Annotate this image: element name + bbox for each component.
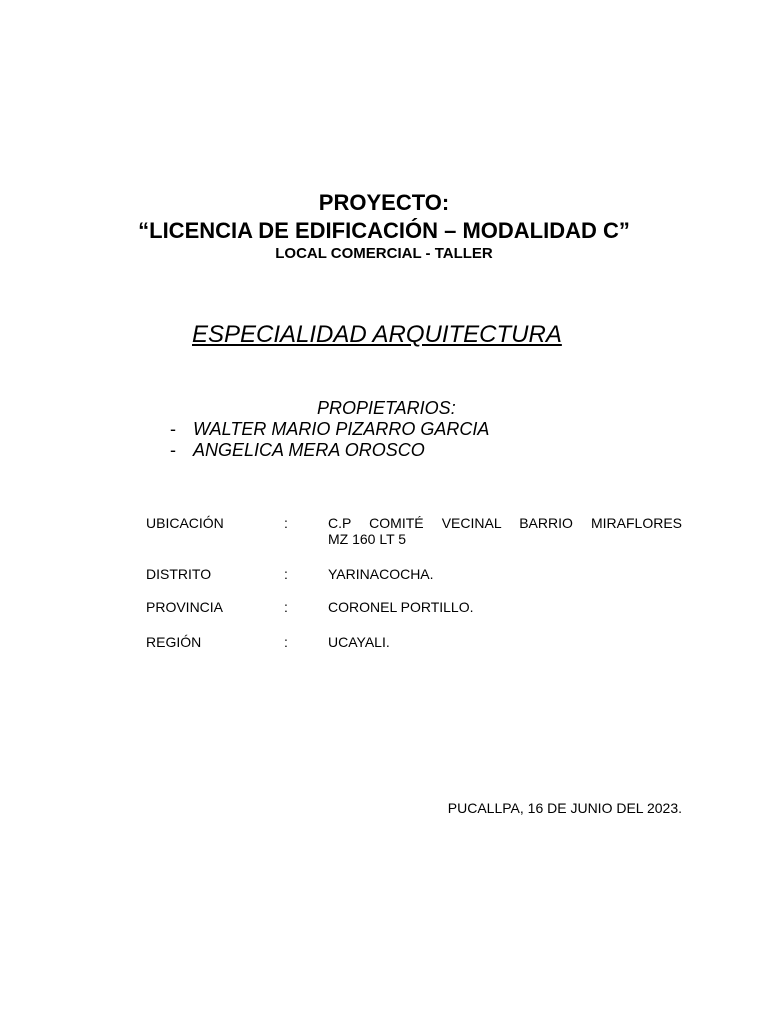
detail-row-region: [146, 634, 682, 650]
detail-value: UCAYALI.: [328, 634, 390, 650]
detail-label: PROVINCIA: [146, 599, 224, 615]
owner-list-item: [170, 439, 425, 461]
detail-separator: :: [284, 599, 288, 615]
bullet-dash: -: [170, 419, 176, 439]
detail-value: YARINACOCHA.: [328, 566, 434, 582]
detail-value-line: C.P COMITÉ VECINAL BARRIO MIRAFLORES: [328, 515, 682, 531]
detail-label: REGIÓN: [146, 634, 202, 650]
detail-row-location: [146, 515, 682, 549]
bullet-dash: -: [170, 440, 176, 460]
detail-row-province: [146, 599, 682, 615]
detail-separator: :: [284, 634, 288, 650]
detail-label: UBICACIÓN: [146, 515, 224, 531]
detail-value: CORONEL PORTILLO.: [328, 599, 474, 615]
detail-separator: :: [284, 515, 288, 531]
detail-value: [328, 515, 682, 547]
detail-value-line: MZ 160 LT 5: [328, 531, 407, 547]
project-title: “LICENCIA DE EDIFICACIÓN – MODALIDAD C”: [138, 218, 630, 243]
owner-name: WALTER MARIO PIZARRO GARCIA: [193, 419, 490, 439]
specialty-title: ESPECIALIDAD ARQUITECTURA: [192, 321, 562, 348]
detail-row-district: [146, 566, 682, 582]
place-date: PUCALLPA, 16 DE JUNIO DEL 2023.: [447, 800, 682, 816]
project-heading: PROYECTO:: [318, 190, 450, 215]
owner-name: ANGELICA MERA OROSCO: [193, 440, 425, 460]
project-subtitle: LOCAL COMERCIAL - TALLER: [275, 245, 493, 262]
detail-separator: :: [284, 566, 288, 582]
owners-heading: PROPIETARIOS:: [317, 398, 456, 418]
owner-list-item: [170, 418, 489, 440]
detail-label: DISTRITO: [146, 566, 212, 582]
